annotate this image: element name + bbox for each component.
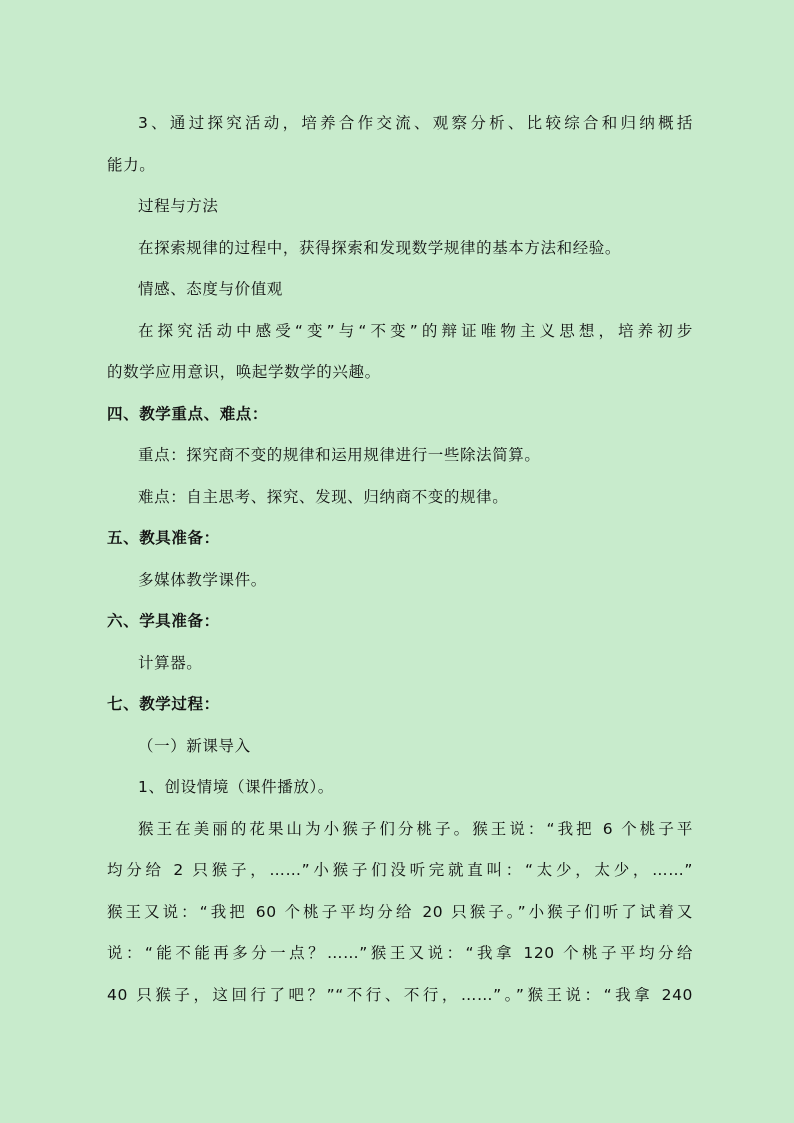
document-page [107,103,693,1016]
step-1-create-scenario: 1、创设情境（课件播放）。 [138,778,334,796]
subsection-new-lesson-intro: （一）新课导入 [138,736,251,755]
emotion-attitude-text-line-1: 在探究活动中感受“变”与“不变”的辩证唯物主义思想，培养初步 [138,321,693,340]
key-point-text: 重点：探究商不变的规律和运用规律进行一些除法简算。 [138,446,541,464]
learning-tools-text: 计算器。 [138,653,203,672]
objective-3-line-2: 能力。 [107,155,156,174]
story-line-4: 说：“能不能再多分一点？……”猴王又说：“我拿 120 个桃子平均分给 [107,944,693,962]
story-line-5: 40 只猴子，这回行了吧？”“不行、不行，……”。”猴王说：“我拿 240 [107,985,693,1004]
process-method-heading: 过程与方法 [138,197,219,215]
objective-3-line-1: 3、通过探究活动，培养合作交流、观察分析、比较综合和归纳概括 [138,114,693,132]
difficulty-text: 难点：自主思考、探究、发现、归纳商不变的规律。 [138,487,509,506]
section-7-heading: 七、教学过程： [107,695,220,713]
story-line-2: 均分给 2 只猴子，……”小猴子们没听完就直叫：“太少，太少，……” [107,861,693,879]
emotion-attitude-heading: 情感、态度与价值观 [138,280,283,298]
story-line-1: 猴王在美丽的花果山为小猴子们分桃子。猴王说：“我把 6 个桃子平 [138,819,693,838]
process-method-text: 在探索规律的过程中，获得探索和发现数学规律的基本方法和经验。 [138,238,622,257]
section-4-heading: 四、教学重点、难点： [107,404,269,423]
story-line-3: 猴王又说：“我把 60 个桃子平均分给 20 只猴子。”小猴子们听了试着又 [107,902,693,921]
section-6-heading: 六、学具准备： [107,612,220,630]
emotion-attitude-text-line-2: 的数学应用意识，唤起学数学的兴趣。 [107,363,381,381]
teaching-aids-text: 多媒体教学课件。 [138,570,267,589]
section-5-heading: 五、教具准备： [107,529,220,547]
